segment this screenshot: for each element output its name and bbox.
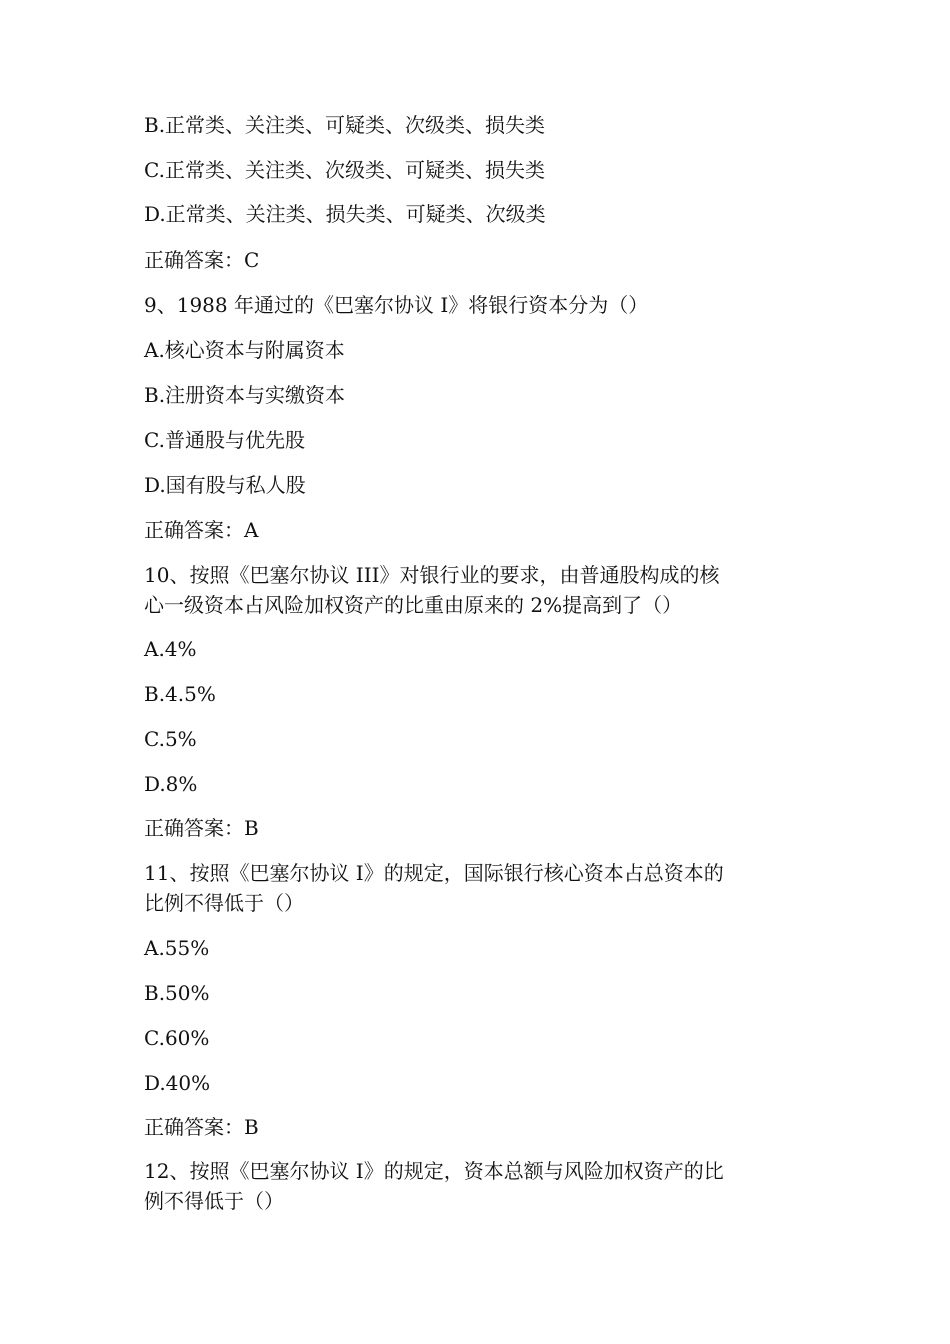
q10-answer: 正确答案：B [144,816,259,840]
q9-question: 9、1988 年通过的《巴塞尔协议 I》将银行资本分为（） [144,293,649,317]
q11-question-line2: 比例不得低于（） [144,891,304,915]
q8-option-d: D.正常类、关注类、损失类、可疑类、次级类 [144,202,546,226]
q9-option-a: A.核心资本与附属资本 [144,338,345,362]
q10-option-d: D.8% [144,772,198,796]
q9-answer: 正确答案：A [144,518,259,542]
q12-question-line2: 例不得低于（） [144,1189,284,1213]
q9-option-b: B.注册资本与实缴资本 [144,383,346,407]
q11-option-a: A.55% [144,936,210,960]
q10-question-line1: 10、按照《巴塞尔协议 III》对银行业的要求，由普通股构成的核 [144,563,720,587]
q11-option-c: C.60% [144,1026,210,1050]
q11-answer: 正确答案：B [144,1115,259,1139]
q10-question-line2: 心一级资本占风险加权资产的比重由原来的 2%提高到了（） [144,593,683,617]
q11-option-b: B.50% [144,981,210,1005]
q11-question-line1: 11、按照《巴塞尔协议 I》的规定，国际银行核心资本占总资本的 [144,861,724,885]
q10-option-b: B.4.5% [144,682,216,706]
q8-option-c: C.正常类、关注类、次级类、可疑类、损失类 [144,158,545,182]
q11-option-d: D.40% [144,1071,211,1095]
q9-option-d: D.国有股与私人股 [144,473,306,497]
q10-option-c: C.5% [144,727,197,751]
q9-option-c: C.普通股与优先股 [144,428,305,452]
q10-option-a: A.4% [144,637,197,661]
q12-question-line1: 12、按照《巴塞尔协议 I》的规定，资本总额与风险加权资产的比 [144,1159,724,1183]
q8-option-b: B.正常类、关注类、可疑类、次级类、损失类 [144,113,546,137]
q8-answer: 正确答案：C [144,248,260,272]
